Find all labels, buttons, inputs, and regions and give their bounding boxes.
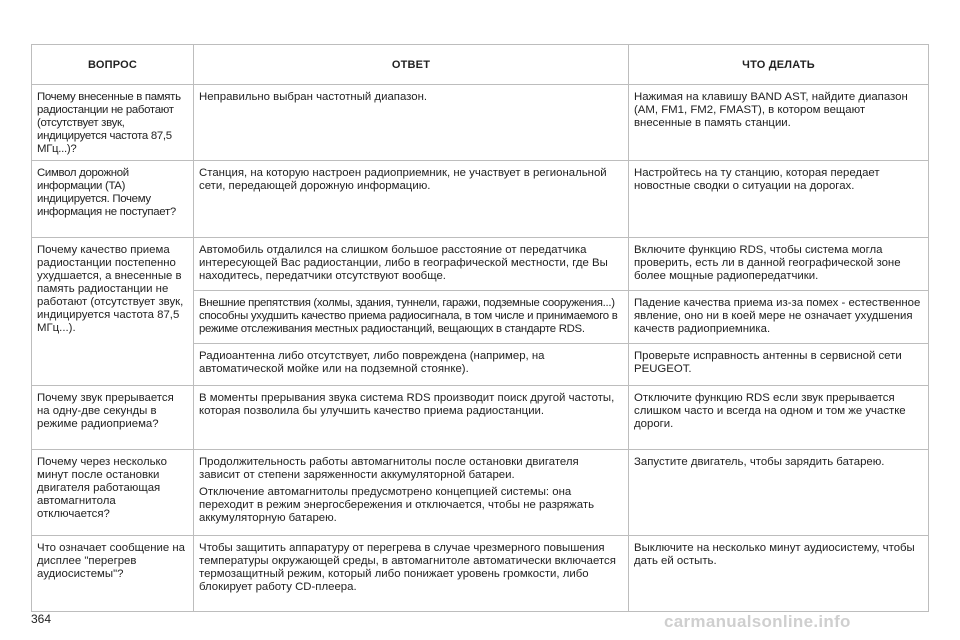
question-cell: Символ дорожной информации (TA) индицируется. Почему информация не поступает?: [32, 161, 194, 238]
action-cell: Включите функцию RDS, чтобы система могла проверить, есть ли в данной географической зоне более мощные радиопередатчики.: [629, 238, 929, 291]
header-row: [32, 45, 929, 85]
table-row: [32, 386, 929, 450]
question-cell: Что означает сообщение на дисплее "перегрев аудиосистемы"?: [32, 536, 194, 612]
answer-cell: Чтобы защитить аппаратуру от перегрева в случае чрезмерного повышения температуры окружающей среды, в автомагнитоле автоматически включается термозащитный режим, который либо понижает уровень громкости, либо блокирует работу CD-плеера.: [194, 536, 629, 612]
table-row: [32, 450, 929, 536]
question-cell: Почему звук прерывается на одну-две секунды в режиме радиоприема?: [32, 386, 194, 450]
answer-cell: Внешние препятствия (холмы, здания, туннели, гаражи, подземные сооружения...) способны ухудшить качество приема радиосигнала, в том числе и принимаемого в режиме отслеживания местных радиостанций, вещающих в стандарте RDS.: [194, 291, 629, 344]
answer-cell: Неправильно выбран частотный диапазон.: [194, 85, 629, 161]
watermark: carmanualsonline.info: [664, 612, 851, 631]
table-row: [32, 161, 929, 238]
action-cell: Запустите двигатель, чтобы зарядить батарею.: [629, 450, 929, 536]
action-cell: Падение качества приема из-за помех - естественное явление, оно ни в коей мере не означает ухудшения качеств радиоприемника.: [629, 291, 929, 344]
question-cell: Почему внесенные в память радиостанции не работают (отсутствует звук, индицируется частота 87,5 МГц...)?: [32, 85, 194, 161]
table-row: [32, 85, 929, 161]
faq-table: [31, 44, 929, 612]
answer-paragraph: Отключение автомагнитолы предусмотрено концепцией системы: она переходит в режим энергосбережения и отключается, чтобы не разряжать аккумуляторную батарею.: [199, 486, 595, 524]
answer-cell: Радиоантенна либо отсутствует, либо повреждена (например, на автоматической мойке или на подземной стоянке).: [194, 344, 629, 386]
action-cell: Отключите функцию RDS если звук прерывается слишком часто и всегда на одном и том же участке дороги.: [629, 386, 929, 450]
header-question: ВОПРОС: [32, 45, 194, 85]
table-row: [32, 536, 929, 612]
header-answer: ОТВЕТ: [194, 45, 629, 85]
action-cell: Выключите на несколько минут аудиосистему, чтобы дать ей остыть.: [629, 536, 929, 612]
action-cell: Нажимая на клавишу BAND AST, найдите диапазон (AM, FM1, FM2, FMAST), в котором вещают внесенные в память станции.: [629, 85, 929, 161]
answer-cell: [194, 450, 629, 536]
action-cell: Проверьте исправность антенны в сервисной сети PEUGEOT.: [629, 344, 929, 386]
answer-paragraph: Продолжительность работы автомагнитолы после остановки двигателя зависит от степени заряженности аккумуляторной батареи.: [199, 456, 579, 481]
action-cell: Настройтесь на ту станцию, которая передает новостные сводки о ситуации на дорогах.: [629, 161, 929, 238]
header-action: ЧТО ДЕЛАТЬ: [629, 45, 929, 85]
answer-cell: Станция, на которую настроен радиоприемник, не участвует в региональной сети, передающей дорожную информацию.: [194, 161, 629, 238]
question-cell: Почему качество приема радиостанции постепенно ухудшается, а внесенные в память радиостанции не работают (отсутствует звук, индицируется частота 87,5 МГц...).: [32, 238, 194, 386]
answer-cell: Автомобиль отдалился на слишком большое расстояние от передатчика интересующей Вас радиостанции, либо в географической местности, где Вы находитесь, передатчики отсутствуют вообще.: [194, 238, 629, 291]
question-cell: Почему через несколько минут после остановки двигателя работающая автомагнитола отключается?: [32, 450, 194, 536]
table-row: [32, 238, 929, 291]
page-number: 364: [31, 612, 52, 626]
answer-cell: В моменты прерывания звука система RDS производит поиск другой частоты, которая позволила бы улучшить качество приема радиостанции.: [194, 386, 629, 450]
